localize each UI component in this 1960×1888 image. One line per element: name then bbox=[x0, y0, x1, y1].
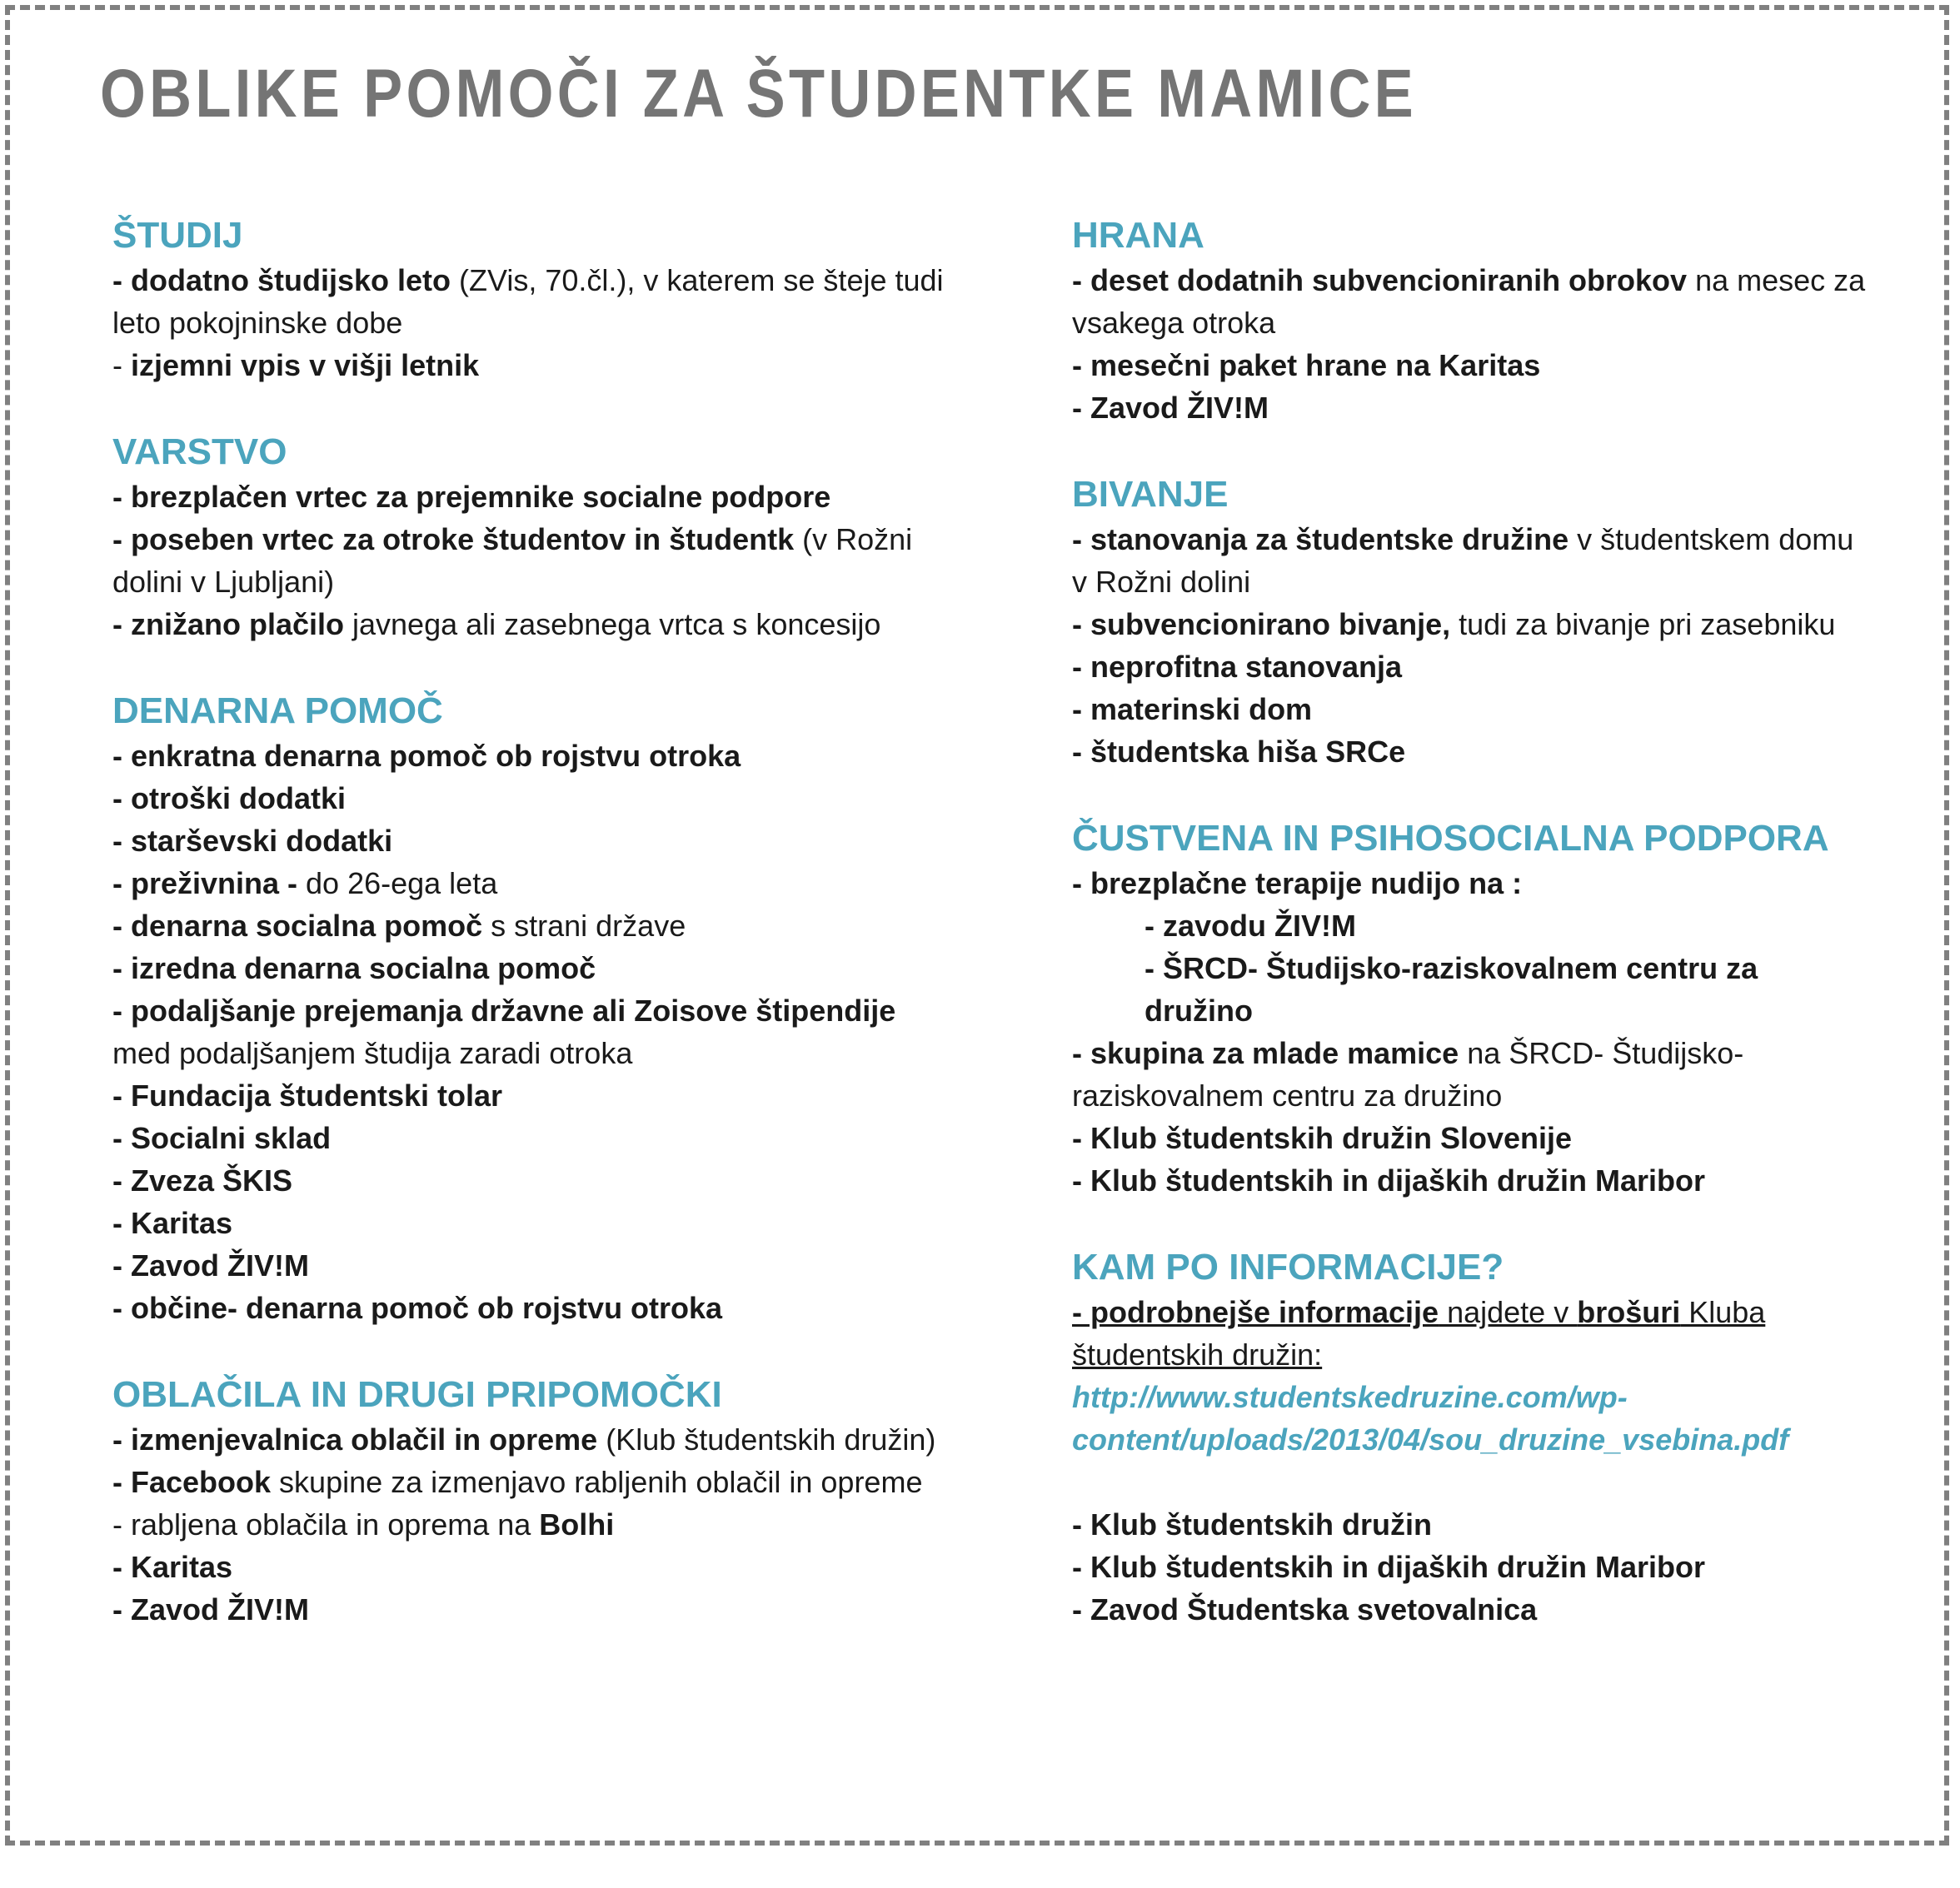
brochure-link-line bbox=[1072, 1376, 1872, 1461]
section-denarna-pomoc bbox=[112, 688, 945, 1329]
list-item: - podrobnejše informacije najdete v brošuri Kluba študentskih družin: bbox=[1072, 1295, 1766, 1372]
list-item: - stanovanja za študentske družine v študentskem domu v Rožni dolini bbox=[1072, 522, 1854, 599]
list-item: - skupina za mlade mamice na ŠRCD- Študijsko-raziskovalnem centru za družino bbox=[1072, 1036, 1744, 1113]
list-item: - Fundacija študentski tolar bbox=[112, 1079, 503, 1113]
list-item: - mesečni paket hrane na Karitas bbox=[1072, 348, 1541, 382]
list-item: - Karitas bbox=[112, 1550, 233, 1584]
list-item: - dodatno študijsko leto (ZVis, 70.čl.), v katerem se šteje tudi leto pokojninske dobe bbox=[112, 263, 944, 340]
list-item: - rabljena oblačila in oprema na Bolhi bbox=[112, 1507, 615, 1542]
list-item: - Klub študentskih in dijaških družin Maribor bbox=[1072, 1550, 1706, 1584]
list-item: - Zavod ŽIV!M bbox=[112, 1592, 309, 1626]
list-item: - Zavod ŽIV!M bbox=[112, 1248, 309, 1283]
page-title: OBLIKE POMOČI ZA ŠTUDENTKE MAMICE bbox=[100, 56, 1418, 132]
list-item: - brezplačen vrtec za prejemnike socialne podpore bbox=[112, 480, 831, 514]
list-item: - preživnina - do 26-ega leta bbox=[112, 866, 498, 900]
list-item: - Facebook skupine za izmenjavo rabljenih oblačil in opreme bbox=[112, 1465, 923, 1499]
list-item: - študentska hiša SRCe bbox=[1072, 735, 1406, 769]
list-item: - Klub študentskih družin Slovenije bbox=[1072, 1121, 1573, 1155]
left-column bbox=[112, 212, 945, 1673]
list-item: - podaljšanje prejemanja državne ali Zoisove štipendije med podaljšanjem študija zaradi otroka bbox=[112, 994, 896, 1070]
section-studij bbox=[112, 212, 945, 386]
section-title-informacije: KAM PO INFORMACIJE? bbox=[1072, 1247, 1504, 1288]
list-item: - otroški dodatki bbox=[112, 781, 347, 815]
list-item: - zavodu ŽIV!M bbox=[1145, 909, 1356, 943]
list-item: - Klub študentskih družin bbox=[1072, 1507, 1432, 1542]
list-item: - materinski dom bbox=[1072, 692, 1313, 726]
section-hrana bbox=[1072, 212, 1872, 429]
list-item: - ŠRCD- Študijsko-raziskovalnem centru za družino bbox=[1145, 951, 1758, 1028]
list-item: - poseben vrtec za otroke študentov in študentk (v Rožni dolini v Ljubljani) bbox=[112, 522, 913, 599]
list-item: - enkratna denarna pomoč ob rojstvu otroka bbox=[112, 739, 741, 773]
list-item: - Karitas bbox=[112, 1206, 233, 1240]
spacer bbox=[1072, 1461, 1872, 1503]
list-item: - Klub študentskih in dijaških družin Maribor bbox=[1072, 1163, 1706, 1198]
right-column bbox=[1072, 212, 1872, 1673]
list-item: - Zveza ŠKIS bbox=[112, 1163, 293, 1198]
section-title-studij: ŠTUDIJ bbox=[112, 215, 243, 256]
section-custvena-podpora bbox=[1072, 815, 1872, 1202]
list-item: - denarna socialna pomoč s strani države bbox=[112, 909, 686, 943]
list-item: - znižano plačilo javnega ali zasebnega vrtca s koncesijo bbox=[112, 607, 881, 641]
section-title-varstvo: VARSTVO bbox=[112, 431, 287, 472]
section-informacije bbox=[1072, 1244, 1872, 1631]
list-item: - brezplačne terapije nudijo na : bbox=[1072, 866, 1523, 900]
section-oblacila bbox=[112, 1372, 945, 1631]
list-item: - občine- denarna pomoč ob rojstvu otroka bbox=[112, 1291, 723, 1325]
section-varstvo bbox=[112, 429, 945, 645]
brochure-link[interactable]: http://www.studentskedruzine.com/wp-content/uploads/2013/04/sou_druzine_vsebina.pdf bbox=[1072, 1380, 1789, 1457]
list-item: - deset dodatnih subvencioniranih obrokov na mesec za vsakega otroka bbox=[1072, 263, 1866, 340]
list-item: - izmenjevalnica oblačil in opreme (Klub študentskih družin) bbox=[112, 1422, 936, 1457]
section-title-bivanje: BIVANJE bbox=[1072, 474, 1229, 515]
list-item: - Zavod ŽIV!M bbox=[1072, 391, 1269, 425]
list-item: - Zavod Študentska svetovalnica bbox=[1072, 1592, 1538, 1626]
list-item: - Socialni sklad bbox=[112, 1121, 332, 1155]
section-title-oblacila: OBLAČILA IN DRUGI PRIPOMOČKI bbox=[112, 1374, 722, 1415]
list-item: - neprofitna stanovanja bbox=[1072, 650, 1403, 684]
section-title-custvena-podpora: ČUSTVENA IN PSIHOSOCIALNA PODPORA bbox=[1072, 818, 1829, 859]
section-title-denarna-pomoc: DENARNA POMOČ bbox=[112, 690, 443, 731]
section-bivanje bbox=[1072, 471, 1872, 773]
list-item: - subvencionirano bivanje, tudi za bivanje pri zasebniku bbox=[1072, 607, 1836, 641]
list-item: - starševski dodatki bbox=[112, 824, 393, 858]
list-item: - izredna denarna socialna pomoč bbox=[112, 951, 596, 985]
section-title-hrana: HRANA bbox=[1072, 215, 1204, 256]
list-item: - izjemni vpis v višji letnik bbox=[112, 348, 480, 382]
